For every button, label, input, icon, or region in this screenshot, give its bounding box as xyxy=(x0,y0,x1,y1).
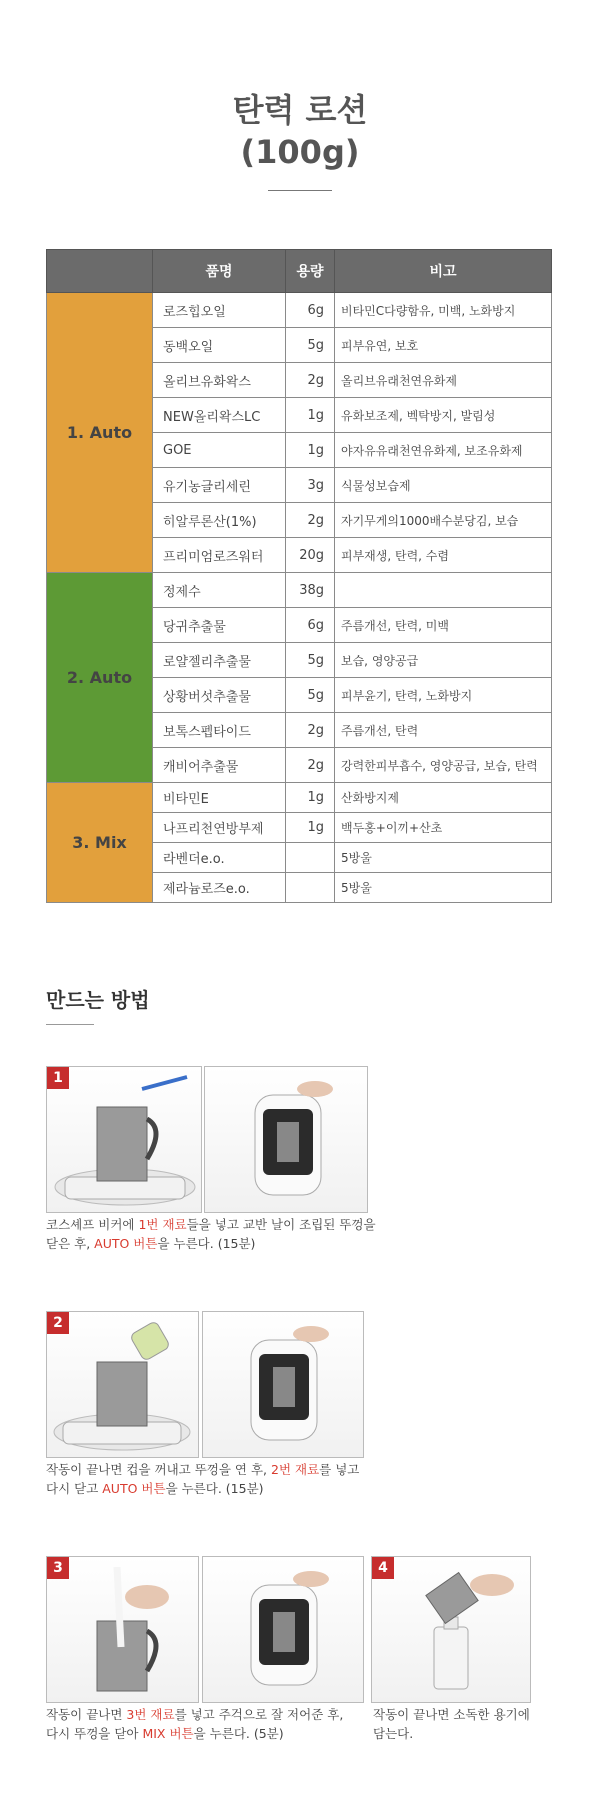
page-subtitle: (100g) xyxy=(240,133,360,171)
ingredient-note: 올리브유래천연유화제 xyxy=(335,363,552,398)
ingredient-amount xyxy=(286,843,335,873)
step4-caption xyxy=(373,1705,533,1743)
caption-text: 를 넣고 xyxy=(319,1462,360,1477)
caption-highlight: 2번 재료 xyxy=(271,1462,320,1477)
ingredient-name: 프리미엄로즈워터 xyxy=(153,538,286,573)
caption-highlight: 3번 재료 xyxy=(126,1707,175,1722)
caption-highlight: MIX 버튼 xyxy=(142,1726,194,1741)
ingredient-amount: 2g xyxy=(286,748,335,783)
caption-line xyxy=(46,1215,376,1234)
caption-line xyxy=(46,1705,376,1724)
table-header-row xyxy=(47,250,552,293)
table-row xyxy=(47,783,552,813)
step-number-badge: 4 xyxy=(372,1557,394,1579)
caption-text: 작동이 끝나면 컵을 꺼내고 뚜껑을 연 후, xyxy=(46,1462,271,1477)
caption-line xyxy=(46,1460,376,1479)
step-number-badge: 3 xyxy=(47,1557,69,1579)
ingredient-name: 당귀추출물 xyxy=(153,608,286,643)
ingredient-note: 5방울 xyxy=(335,873,552,903)
ingredient-amount: 2g xyxy=(286,363,335,398)
group-label: 3. Mix xyxy=(47,783,153,903)
caption-text: 를 넣고 주걱으로 잘 저어준 후, xyxy=(174,1707,344,1722)
recipe-table xyxy=(46,249,552,903)
stirring-illustration xyxy=(47,1557,198,1702)
caption-text: 다시 닫고 xyxy=(46,1481,103,1496)
ingredient-name: 비타민E xyxy=(153,783,286,813)
ingredient-name: 제라늄로즈e.o. xyxy=(153,873,286,903)
step1-photo-scale xyxy=(46,1066,202,1213)
scale-beaker-illustration xyxy=(47,1067,201,1212)
header-group xyxy=(47,250,153,293)
ingredient-name: 히알루론산(1%) xyxy=(153,503,286,538)
machine-illustration xyxy=(203,1312,363,1457)
step-number-badge: 1 xyxy=(47,1067,69,1089)
ingredient-note: 비타민C다량함유, 미백, 노화방지 xyxy=(335,293,552,328)
ingredient-amount: 1g xyxy=(286,783,335,813)
page-title: 탄력 로션 xyxy=(232,91,368,129)
ingredient-note: 백두홍+이끼+산초 xyxy=(335,813,552,843)
table-row xyxy=(47,293,552,328)
ingredient-amount: 1g xyxy=(286,398,335,433)
header-amount: 용량 xyxy=(286,250,335,293)
caption-line xyxy=(373,1705,533,1724)
ingredient-name: 유기농글리세린 xyxy=(153,468,286,503)
machine-illustration xyxy=(205,1067,367,1212)
step4-photo-pour xyxy=(371,1556,531,1703)
ingredient-name: 보톡스펩타이드 xyxy=(153,713,286,748)
caption-line xyxy=(373,1724,533,1743)
title-block xyxy=(0,90,600,172)
ingredient-amount: 1g xyxy=(286,433,335,468)
ingredient-note: 유화보조제, 벡탁방지, 발림성 xyxy=(335,398,552,433)
ingredient-note: 주름개선, 탄력, 미백 xyxy=(335,608,552,643)
ingredient-name: 동백오일 xyxy=(153,328,286,363)
ingredient-note: 피부유연, 보호 xyxy=(335,328,552,363)
step3-caption xyxy=(46,1705,376,1743)
ingredient-note xyxy=(335,573,552,608)
caption-text: 작동이 끝나면 소독한 용기에 xyxy=(373,1707,530,1722)
ingredient-note: 강력한피부흡수, 영양공급, 보습, 탄력 xyxy=(335,748,552,783)
table-row xyxy=(47,573,552,608)
step-number-badge: 2 xyxy=(47,1312,69,1334)
step2-photo-scale xyxy=(46,1311,199,1458)
scale-bottle-illustration xyxy=(47,1312,198,1457)
ingredient-amount: 5g xyxy=(286,328,335,363)
step3-photo-machine xyxy=(202,1556,364,1703)
step1-caption xyxy=(46,1215,376,1253)
ingredient-note: 자기무게의1000배수분당김, 보습 xyxy=(335,503,552,538)
caption-text: 들을 넣고 교반 날이 조립된 뚜껑을 xyxy=(186,1217,376,1232)
caption-text: 작동이 끝나면 xyxy=(46,1707,127,1722)
ingredient-note: 주름개선, 탄력 xyxy=(335,713,552,748)
caption-text: 닫은 후, xyxy=(46,1236,95,1251)
caption-text: 담는다. xyxy=(373,1726,414,1741)
ingredient-note: 피부재생, 탄력, 수렴 xyxy=(335,538,552,573)
ingredient-note: 식물성보습제 xyxy=(335,468,552,503)
ingredient-amount: 20g xyxy=(286,538,335,573)
caption-highlight: 1번 재료 xyxy=(138,1217,187,1232)
ingredient-name: 로얄젤리추출물 xyxy=(153,643,286,678)
header-name: 품명 xyxy=(153,250,286,293)
step2-photo-machine xyxy=(202,1311,364,1458)
ingredient-name: GOE xyxy=(153,433,286,468)
caption-text: 을 누른다. (15분) xyxy=(165,1481,264,1496)
ingredient-name: 캐비어추출물 xyxy=(153,748,286,783)
ingredient-note: 보습, 영양공급 xyxy=(335,643,552,678)
caption-text: 코스셰프 비커에 xyxy=(46,1217,139,1232)
pouring-illustration xyxy=(372,1557,530,1702)
caption-line xyxy=(46,1724,376,1743)
ingredient-amount: 5g xyxy=(286,678,335,713)
group-label: 2. Auto xyxy=(47,573,153,783)
ingredient-amount: 6g xyxy=(286,608,335,643)
ingredient-amount: 5g xyxy=(286,643,335,678)
step1-photo-machine xyxy=(204,1066,368,1213)
header-note: 비고 xyxy=(335,250,552,293)
group-label: 1. Auto xyxy=(47,293,153,573)
step2-caption xyxy=(46,1460,376,1498)
ingredient-name: 정제수 xyxy=(153,573,286,608)
caption-text: 을 누른다. (5분) xyxy=(193,1726,284,1741)
ingredient-note: 5방울 xyxy=(335,843,552,873)
caption-highlight: AUTO 버튼 xyxy=(94,1236,158,1251)
title-divider xyxy=(268,190,332,191)
caption-line xyxy=(46,1234,376,1253)
ingredient-amount: 2g xyxy=(286,713,335,748)
ingredient-amount: 38g xyxy=(286,573,335,608)
ingredient-name: NEW올리왁스LC xyxy=(153,398,286,433)
ingredient-note: 야자유유래천연유화제, 보조유화제 xyxy=(335,433,552,468)
ingredient-note: 산화방지제 xyxy=(335,783,552,813)
ingredient-amount: 2g xyxy=(286,503,335,538)
ingredient-amount: 1g xyxy=(286,813,335,843)
ingredient-amount xyxy=(286,873,335,903)
machine-illustration xyxy=(203,1557,363,1702)
ingredient-name: 올리브유화왁스 xyxy=(153,363,286,398)
ingredient-name: 라벤더e.o. xyxy=(153,843,286,873)
caption-text: 을 누른다. (15분) xyxy=(157,1236,256,1251)
caption-line xyxy=(46,1479,376,1498)
ingredient-note: 피부윤기, 탄력, 노화방지 xyxy=(335,678,552,713)
method-divider xyxy=(46,1024,94,1025)
ingredient-name: 로즈힙오일 xyxy=(153,293,286,328)
method-title: 만드는 방법 xyxy=(46,988,150,1012)
ingredient-amount: 6g xyxy=(286,293,335,328)
ingredient-amount: 3g xyxy=(286,468,335,503)
caption-text: 다시 뚜껑을 닫아 xyxy=(46,1726,143,1741)
ingredient-name: 나프리천연방부제 xyxy=(153,813,286,843)
ingredient-name: 상황버섯추출물 xyxy=(153,678,286,713)
caption-highlight: AUTO 버튼 xyxy=(102,1481,166,1496)
step3-photo-stir xyxy=(46,1556,199,1703)
